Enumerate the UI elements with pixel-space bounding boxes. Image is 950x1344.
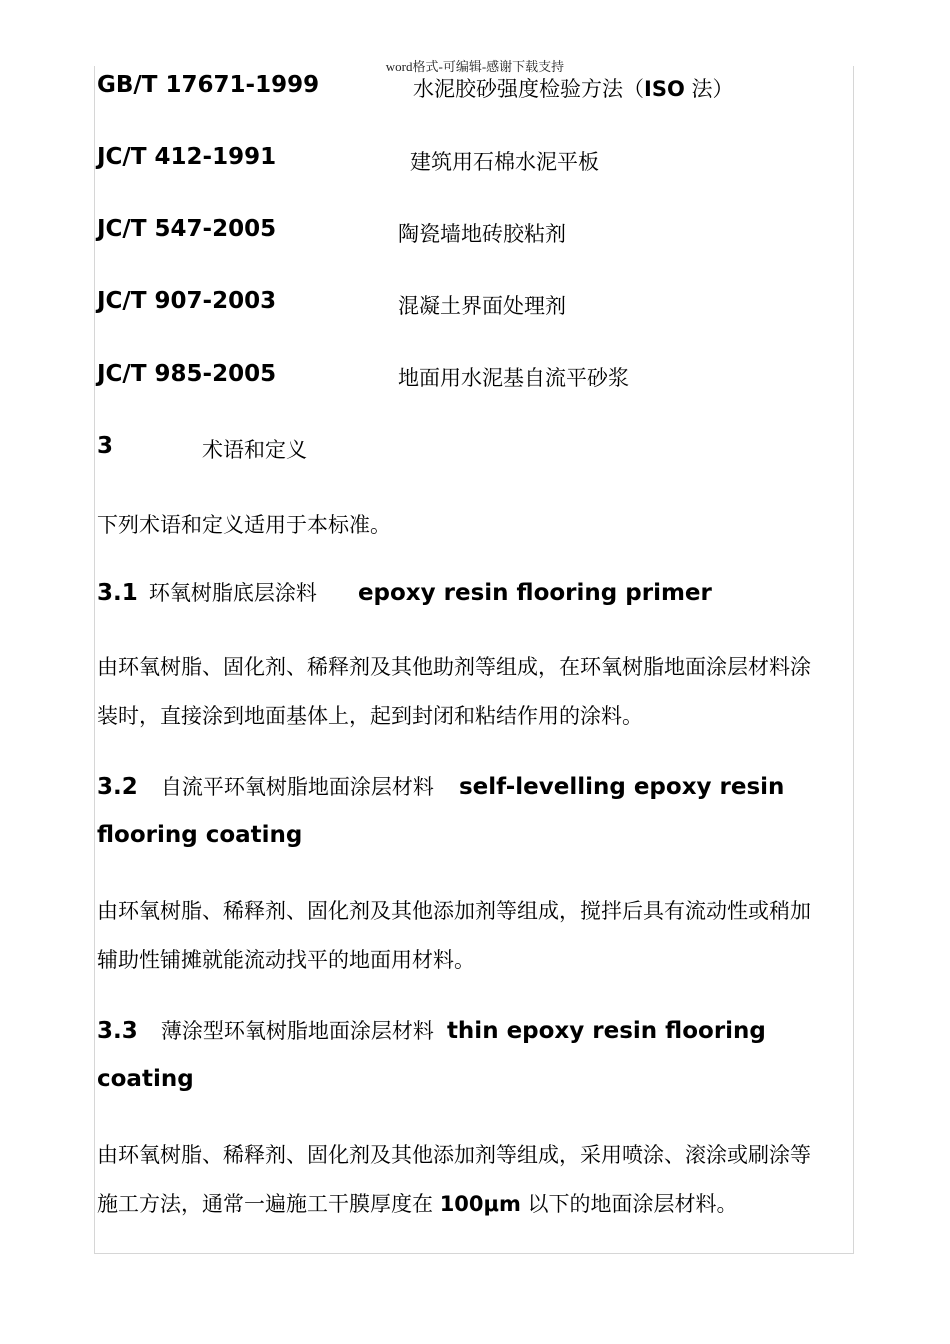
term-en: self-levelling epoxy resin	[458, 774, 785, 800]
term-heading	[97, 1015, 766, 1045]
standard-code: JC/T 547-2005	[97, 216, 277, 242]
term-definition: 由环氧树脂、固化剂、稀释剂及其他助剂等组成，在环氧树脂地面涂层材料涂 装时，直接涂到地面基体上，起到封闭和粘结作用的涂料。	[97, 655, 811, 728]
term-definition: 由环氧树脂、稀释剂、固化剂及其他添加剂等组成，采用喷涂、滚涂或刷涂等 施工方法，通常一遍施工干膜厚度在 100μm 以下的地面涂层材料。	[97, 1143, 811, 1216]
standard-title: 混凝土界面处理剂	[398, 294, 566, 318]
term-en: epoxy resin flooring primer	[357, 580, 712, 606]
term-cn: 环氧树脂底层涂料	[148, 581, 317, 605]
term-definition: 由环氧树脂、稀释剂、固化剂及其他添加剂等组成，搅拌后具有流动性或稍加 辅助性铺摊就能流动找平的地面用材料。	[97, 899, 811, 972]
standard-title: 地面用水泥基自流平砂浆	[398, 366, 629, 390]
term-cn: 薄涂型环氧树脂地面涂层材料	[160, 1019, 434, 1043]
term-number: 3.3	[97, 1018, 138, 1044]
term-heading	[97, 577, 712, 607]
watermark-header: word格式-可编辑-感谢下载支持	[385, 59, 565, 74]
standard-code: JC/T 412-1991	[97, 144, 277, 170]
standard-title: 建筑用石棉水泥平板	[410, 150, 599, 174]
term-number: 3.1	[97, 580, 138, 606]
term-number: 3.2	[97, 774, 138, 800]
section-title: 术语和定义	[202, 438, 307, 462]
term-cn: 自流平环氧树脂地面涂层材料	[160, 775, 434, 799]
term-heading	[97, 771, 784, 801]
standard-code: GB/T 17671-1999	[97, 72, 320, 98]
term-en-continued: coating	[97, 1066, 194, 1092]
standard-code: JC/T 907-2003	[97, 288, 277, 314]
standard-title: 水泥胶砂强度检验方法（ISO 法）	[413, 77, 734, 101]
term-en-continued: flooring coating	[97, 822, 303, 848]
term-en: thin epoxy resin flooring	[446, 1018, 766, 1044]
standard-title: 陶瓷墙地砖胶粘剂	[398, 222, 566, 246]
standard-code: JC/T 985-2005	[97, 361, 277, 387]
section-number: 3	[97, 433, 114, 459]
section-intro: 下列术语和定义适用于本标准。	[97, 513, 391, 537]
